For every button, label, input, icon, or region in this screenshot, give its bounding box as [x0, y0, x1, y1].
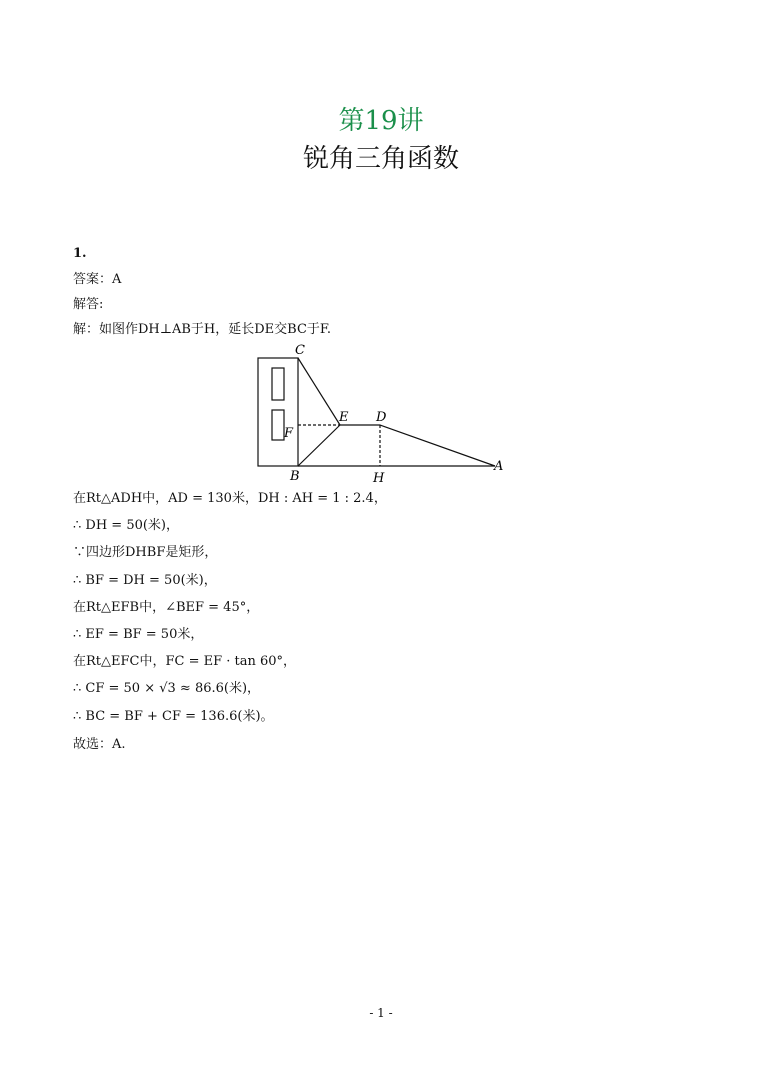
window-upper	[272, 368, 284, 400]
label-E: E	[339, 410, 349, 425]
geometry-figure	[250, 340, 520, 488]
solution-line-1: 在Rt△ADH中，AD = 130米，DH : AH = 1 : 2.4，	[73, 491, 387, 506]
lesson-number: 第19讲	[338, 106, 424, 136]
label-F: F	[284, 426, 294, 441]
segment-DA	[380, 425, 495, 466]
solution-line-intro: 解：如图作DH⊥AB于H，延长DE交BC于F.	[73, 322, 332, 337]
window-lower	[272, 410, 284, 440]
solution-line-3: ∵四边形DHBF是矩形，	[73, 545, 218, 560]
label-A: A	[494, 459, 504, 474]
solution-line-9: ∴ BC = BF + CF = 136.6(米)。	[73, 709, 274, 724]
solution-line-2: ∴ DH = 50(米)，	[73, 518, 180, 533]
label-H: H	[373, 471, 385, 486]
solution-line-7: 在Rt△EFC中，FC = EF · tan 60°，	[73, 654, 297, 669]
label-D: D	[376, 410, 387, 425]
solution-line-5: 在Rt△EFB中，∠BEF = 45°，	[73, 600, 260, 615]
solution-line-8: ∴ CF = 50 × √3 ≈ 86.6(米)，	[73, 681, 261, 696]
answer-line: 答案：A	[73, 272, 122, 287]
solution-line-4: ∴ BF = DH = 50(米)，	[73, 573, 217, 588]
question-number: 1.	[73, 246, 87, 261]
page-number: - 1 -	[369, 1006, 393, 1020]
label-C: C	[295, 343, 305, 358]
page-title: 锐角三角函数	[302, 144, 459, 174]
solution-line-6: ∴ EF = BF = 50米，	[73, 627, 204, 642]
building-rect	[258, 358, 298, 466]
segment-EB	[298, 425, 340, 466]
solution-label: 解答:	[73, 297, 104, 312]
label-B: B	[290, 469, 300, 484]
segment-CE	[298, 358, 340, 425]
solution-line-final: 故选：A.	[73, 737, 126, 752]
